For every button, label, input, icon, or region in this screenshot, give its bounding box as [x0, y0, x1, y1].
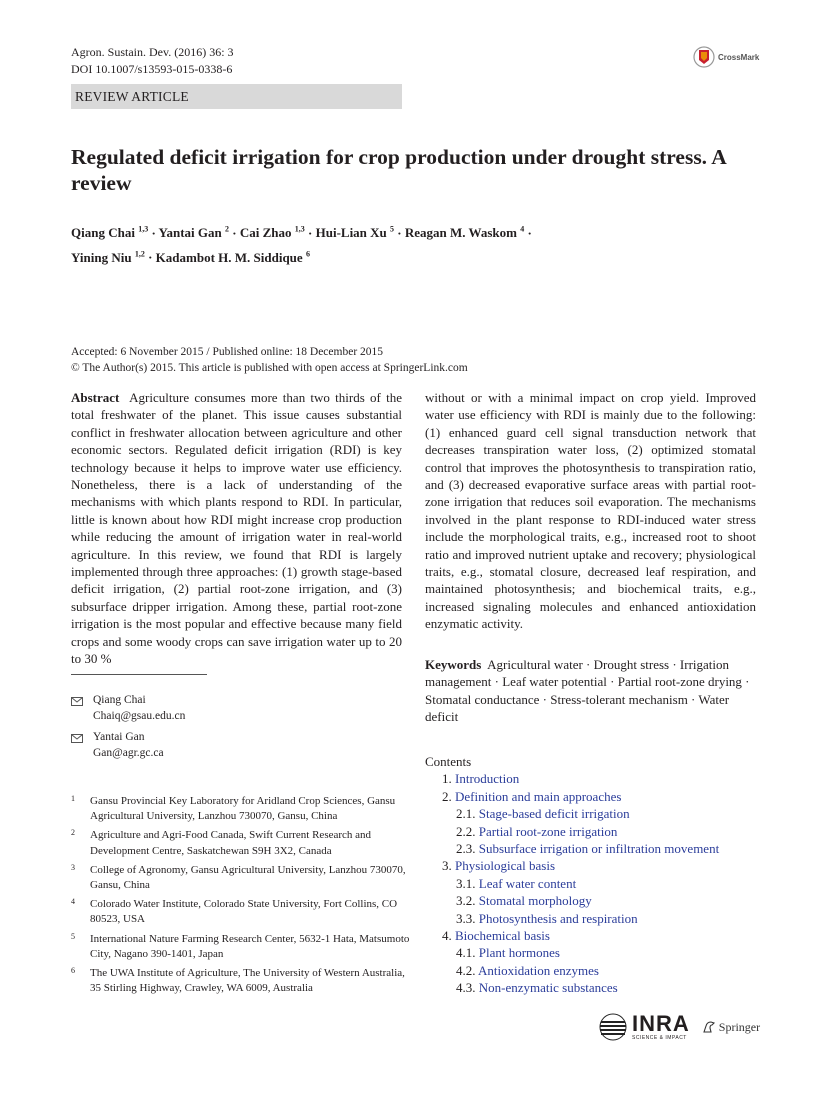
inra-wordmark: INRA — [632, 1011, 690, 1036]
toc-link[interactable]: Partial root-zone irrigation — [478, 823, 618, 839]
copyright-notice: © The Author(s) 2015. This article is published with open access at SpringerLink.com — [71, 362, 468, 374]
toc-item: 4.1. Plant hormones — [456, 945, 560, 961]
author[interactable]: Qiang Chai $^{1,3}$ — [71, 225, 149, 241]
affiliations — [71, 794, 411, 1000]
affiliation: 5 International Nature Farming Research Center, 5632-1 Hata, Matsumoto City, Nagano 390-1401, Japan — [71, 931, 410, 960]
springer-wordmark: Springer — [718, 1019, 761, 1034]
publisher-footer — [598, 1012, 760, 1042]
author[interactable]: Kadambot H. M. Siddique $^6$ — [155, 249, 310, 265]
author-list: Qiang Chai $^{1,3}$ · Yantai Gan $^2$ · Cai Zhao $^{1,3}$ · Hui-Lian Xu $^5$ · Reagan M. Waskom $^4$ · Yining Niu $^{1,2}$ · Kadambot H. M. Siddique $^6$ — [71, 225, 532, 265]
author[interactable]: Reagan M. Waskom $^4$ — [404, 225, 525, 241]
author-name: Qiang Chai — [93, 694, 146, 706]
keywords-text: Agricultural water · Drought stress · Irrigation management · Leaf water potential · Partial root-zone drying · Stomatal conductance · Stress-tolerant mechanism · Water deficit — [425, 657, 750, 725]
author-email[interactable]: Gan@agr.gc.ca — [93, 747, 164, 759]
toc-link[interactable]: Antioxidation enzymes — [478, 962, 599, 978]
accepted-date: Accepted: 6 November 2015 / Published online: 18 December 2015 — [71, 346, 384, 358]
affiliation: 6 The UWA Institute of Agriculture, The University of Western Australia, 35 Stirling Highway, Crawley, WA 6009, Australia — [71, 966, 405, 995]
toc-item: 4.3. Non-enzymatic substances — [456, 980, 618, 996]
toc-link[interactable]: Introduction — [455, 771, 520, 787]
table-of-contents — [425, 753, 719, 997]
affiliation: 1 Gansu Provincial Key Laboratory for Aridland Crop Sciences, Gansu Agricultural University, Lanzhou 730070, Gansu, China — [71, 794, 396, 823]
abstract-label: Abstract — [71, 390, 120, 405]
toc-item: 2.1. Stage-based deficit irrigation — [456, 806, 630, 822]
crossmark-icon — [693, 46, 715, 68]
affiliation: 4 Colorado Water Institute, Colorado State University, Fort Collins, CO 80523, USA — [71, 897, 398, 926]
keywords-label: Keywords — [425, 657, 482, 672]
springer-horse-icon — [702, 1020, 716, 1034]
publication-dates — [71, 344, 468, 376]
author[interactable]: Hui-Lian Xu $^5$ — [315, 225, 395, 241]
keywords — [425, 656, 756, 726]
inra-logo — [598, 1012, 690, 1042]
toc-link[interactable]: Photosynthesis and respiration — [478, 910, 638, 926]
contents-heading: Contents — [425, 754, 472, 769]
author[interactable]: Yantai Gan $^2$ — [158, 225, 230, 241]
abstract-column-1 — [71, 389, 402, 668]
inra-logo-icon — [598, 1012, 628, 1042]
crossmark-label: CrossMark — [718, 52, 760, 62]
toc-item: 3.1. Leaf water content — [456, 875, 577, 891]
abstract-column-2: without or with a minimal impact on crop yield. Improved water use efficiency with RDI is mainly due to the following: (1) enhanced guard cell signal transduction network that decreases transpiration water loss, (2) optimized stomatal control that improves the photosynthesis to transpiration ratio, and (3) decreased evaporative surface areas with partial root-zone irrigation that reduces soil evaporation. The mechanisms involved in the plant response to RDI-induced water stress include the morphological traits, e.g., increased root to shoot ratio and improved nutrient uptake and recovery; physiological traits, e.g., stomatal closure, decreased leaf respiration, and maintained photosynthesis; and biochemical traits, e.g., increased signaling molecules and enhanced antioxidation enzymatic activity. — [425, 390, 756, 632]
footnote-divider — [71, 674, 207, 675]
author-name: Yantai Gan — [93, 731, 145, 743]
correspondence — [71, 692, 185, 766]
author-email[interactable]: Chaiq@gsau.edu.cn — [93, 710, 186, 722]
toc-link[interactable]: Plant hormones — [478, 945, 560, 961]
toc-link[interactable]: Non-enzymatic substances — [478, 980, 618, 996]
toc-item: 2.3. Subsurface irrigation or infiltration movement — [456, 841, 720, 857]
toc-link[interactable]: Stage-based deficit irrigation — [478, 806, 630, 822]
toc-item: 3.2. Stomatal morphology — [456, 893, 592, 909]
author[interactable]: Cai Zhao $^{1,3}$ — [239, 225, 305, 241]
toc-link[interactable]: Biochemical basis — [455, 928, 550, 944]
springer-logo — [702, 1020, 760, 1035]
toc-item: 2.2. Partial root-zone irrigation — [456, 823, 618, 839]
article-type-bar: REVIEW ARTICLE — [71, 84, 402, 109]
author[interactable]: Yining Niu $^{1,2}$ — [71, 249, 145, 265]
affiliation: 2 Agriculture and Agri-Food Canada, Swift Current Research and Development Centre, Saskatchewan S9H 3X2, Canada — [71, 828, 372, 857]
toc-item: 4. Biochemical basis — [442, 928, 550, 944]
corresponding-author — [71, 729, 185, 761]
toc-link[interactable]: Stomatal morphology — [478, 893, 592, 909]
toc-item: 3. Physiological basis — [442, 858, 556, 874]
corresponding-author — [71, 692, 185, 724]
toc-link[interactable]: Definition and main approaches — [455, 788, 622, 804]
journal-citation: Agron. Sustain. Dev. (2016) 36: 3 — [71, 45, 234, 59]
toc-item: 1. Introduction — [442, 771, 520, 787]
toc-item: 2. Definition and main approaches — [442, 788, 622, 804]
abstract-text-1: Agriculture consumes more than two thirds of the total freshwater of the planet. This issue causes substantial conflict in freshwater allocation between agriculture and other economic sectors. Regulated deficit irrigation (RDI) is key technology because it helps to improve water use efficiency. Nonetheless, there is a lack of understanding of the mechanisms with which plants respond to RDI. In particular, little is known about how RDI might increase crop production while reducing the amount of irrigation water in real-world agriculture. In this review, we found that RDI is largely implemented through three approaches: (1) growth stage-based deficit irrigation, (2) partial root-zone irrigation, and (3) subsurface dripper irrigation. Among these, partial root-zone irrigation is the most popular and effective because many field crops and some woody crops can save irrigation water up to 20 to 30 % — [71, 390, 402, 667]
toc-link[interactable]: Physiological basis — [455, 858, 556, 874]
envelope-icon — [71, 692, 93, 724]
toc-link[interactable]: Subsurface irrigation or infiltration movement — [478, 841, 720, 857]
crossmark-badge[interactable] — [693, 46, 759, 68]
doi[interactable]: DOI 10.1007/s13593-015-0338-6 — [71, 62, 233, 76]
inra-tagline: SCIENCE & IMPACT — [632, 1035, 687, 1041]
toc-item: 3.3. Photosynthesis and respiration — [456, 910, 638, 926]
toc-link[interactable]: Leaf water content — [478, 875, 577, 891]
toc-item: 4.2. Antioxidation enzymes — [456, 962, 599, 978]
affiliation: 3 College of Agronomy, Gansu Agricultural University, Lanzhou 730070, Gansu, China — [71, 862, 406, 892]
toc-list — [425, 770, 719, 996]
journal-header — [71, 44, 234, 78]
envelope-icon — [71, 729, 93, 761]
article-title: Regulated deficit irrigation for crop production under drought stress. A review — [71, 145, 726, 195]
